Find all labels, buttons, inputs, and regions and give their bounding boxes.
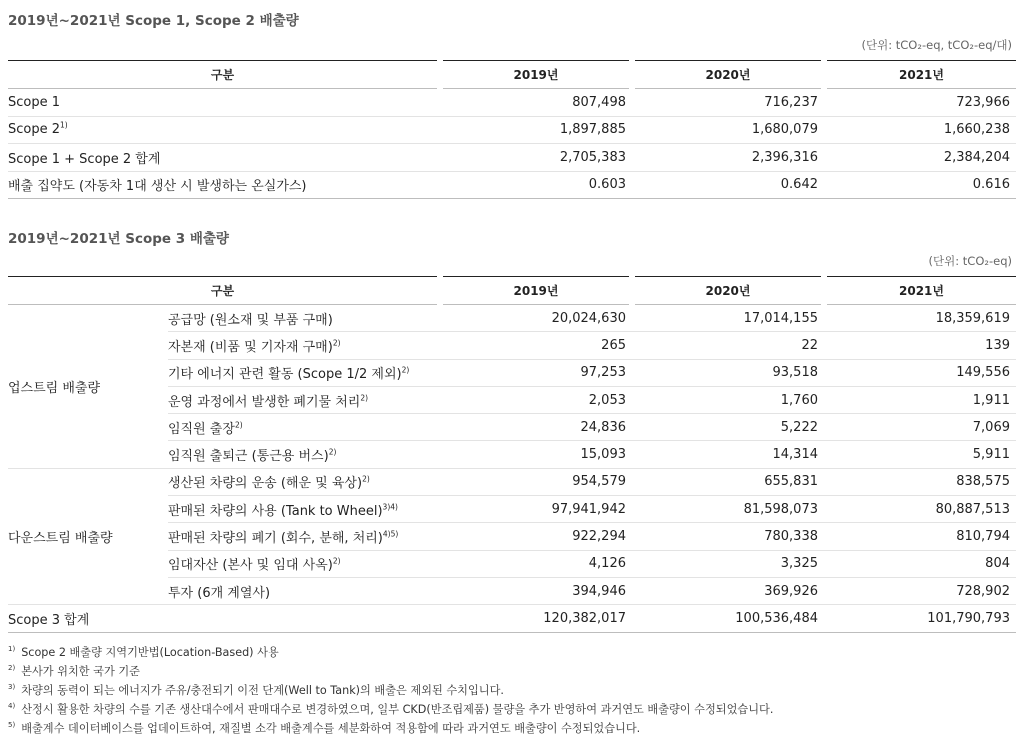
value-2019: 394,946 — [440, 577, 632, 604]
row-label: 배출 집약도 (자동차 1대 생산 시 발생하는 온실가스) — [8, 179, 307, 195]
value-2019: 954,579 — [440, 468, 632, 495]
header-category: 구분 — [8, 61, 440, 89]
value-2021: 1,911 — [824, 386, 1016, 413]
scope3-table — [8, 276, 1016, 633]
section2-title: 2019년~2021년 Scope 3 배출량 — [8, 231, 229, 247]
value-2019: 0.603 — [440, 171, 632, 199]
table-row — [8, 305, 1016, 332]
value-2020: 1,760 — [632, 386, 824, 413]
footnote — [8, 643, 773, 662]
value-2021: 810,794 — [824, 523, 1016, 550]
row-label: Scope 1 — [8, 94, 61, 110]
table-row — [8, 89, 1016, 117]
footnote-mark: 2) — [332, 556, 341, 566]
footnote-mark: 1) — [8, 645, 16, 654]
footnote-text: Scope 2 배출량 지역기반법(Location-Based) 사용 — [21, 646, 279, 659]
total-label: Scope 3 합계 — [8, 605, 440, 633]
value-2020: 0.642 — [632, 171, 824, 199]
value-2019: 97,941,942 — [440, 496, 632, 523]
section2-unit: (단위: tCO₂-eq) — [928, 254, 1012, 268]
header-2020: 2020년 — [632, 61, 824, 89]
value-2021: 1,660,238 — [824, 116, 1016, 144]
section1-unit: (단위: tCO₂-eq, tCO₂-eq/대) — [861, 38, 1012, 52]
value-2019: 2,053 — [440, 386, 632, 413]
value-2019: 15,093 — [440, 441, 632, 468]
value-2021: 2,384,204 — [824, 144, 1016, 172]
value-2021: 5,911 — [824, 441, 1016, 468]
scope12-table — [8, 60, 1016, 199]
table-header-row — [8, 61, 1016, 89]
total-2021: 101,790,793 — [824, 605, 1016, 633]
footnote-mark: 2) — [328, 447, 337, 457]
row-label: 공급망 (원소재 및 부품 구매) — [168, 312, 333, 328]
value-2020: 1,680,079 — [632, 116, 824, 144]
footnote-mark: 2) — [332, 338, 341, 348]
value-2020: 2,396,316 — [632, 144, 824, 172]
value-2019: 4,126 — [440, 550, 632, 577]
value-2020: 81,598,073 — [632, 496, 824, 523]
footnote-text: 산정시 활용한 차량의 수를 기존 생산대수에서 판매대수로 변경하였으며, 일부 CKD(반조립제품) 물량을 추가 반영하여 과거연도 배출량이 수정되었습니다. — [21, 703, 774, 716]
footnote-mark: 3)4) — [382, 502, 398, 512]
value-2021: 0.616 — [824, 171, 1016, 199]
footnote-text: 배출계수 데이터베이스를 업데이트하여, 재질별 소각 배출계수를 세분화하여 적용함에 따라 과거연도 배출량이 수정되었습니다. — [21, 722, 641, 735]
value-2019: 2,705,383 — [440, 144, 632, 172]
footnote-mark: 2) — [401, 365, 410, 375]
value-2021: 139 — [824, 332, 1016, 359]
value-2020: 14,314 — [632, 441, 824, 468]
row-label: 자본재 (비품 및 기자재 구매) — [168, 339, 333, 355]
value-2020: 5,222 — [632, 414, 824, 441]
footnote-mark: 4)5) — [382, 529, 399, 539]
row-label: 판매된 차량의 폐기 (회수, 분해, 처리) — [168, 531, 383, 547]
value-2020: 780,338 — [632, 523, 824, 550]
row-label: 임대자산 (본사 및 임대 사옥) — [168, 558, 333, 574]
value-2021: 7,069 — [824, 414, 1016, 441]
footnote-text: 본사가 위치한 국가 기준 — [21, 665, 140, 678]
row-label: 투자 (6개 계열사) — [168, 585, 271, 601]
value-2019: 20,024,630 — [440, 305, 632, 332]
value-2020: 17,014,155 — [632, 305, 824, 332]
group-label-downstream: 다운스트림 배출량 — [8, 468, 168, 604]
value-2020: 22 — [632, 332, 824, 359]
value-2020: 716,237 — [632, 89, 824, 117]
table-row — [8, 144, 1016, 172]
row-label: 기타 에너지 관련 활동 (Scope 1/2 제외) — [168, 367, 402, 383]
section1-title: 2019년~2021년 Scope 1, Scope 2 배출량 — [8, 13, 299, 29]
row-label: Scope 1 + Scope 2 합계 — [8, 151, 161, 167]
table-header-row — [8, 277, 1016, 305]
value-2020: 369,926 — [632, 577, 824, 604]
header-2019: 2019년 — [440, 61, 632, 89]
footnote-text: 차량의 동력이 되는 에너지가 주유/충전되기 이전 단계(Well to Tank)의 배출은 제외된 수치입니다. — [21, 684, 504, 697]
footnote — [8, 700, 773, 719]
row-label: 생산된 차량의 운송 (해운 및 육상) — [168, 476, 363, 492]
footnote-mark: 2) — [360, 393, 369, 403]
group-label-upstream: 업스트림 배출량 — [8, 305, 168, 469]
value-2021: 80,887,513 — [824, 496, 1016, 523]
value-2021: 149,556 — [824, 359, 1016, 386]
row-label: 판매된 차량의 사용 (Tank to Wheel) — [168, 503, 383, 519]
footnote-mark: 2) — [362, 475, 370, 485]
value-2021: 804 — [824, 550, 1016, 577]
footnote-mark: 4) — [8, 702, 16, 711]
footnote-mark: 1) — [60, 120, 68, 130]
table-row — [8, 468, 1016, 495]
table-row — [8, 171, 1016, 199]
footnote-mark: 5) — [8, 721, 16, 730]
row-label: Scope 2 — [8, 122, 61, 138]
value-2020: 655,831 — [632, 468, 824, 495]
row-label: 임직원 출장 — [168, 421, 235, 437]
value-2019: 1,897,885 — [440, 116, 632, 144]
value-2019: 922,294 — [440, 523, 632, 550]
value-2021: 18,359,619 — [824, 305, 1016, 332]
footnote-mark: 3) — [8, 683, 16, 692]
value-2019: 24,836 — [440, 414, 632, 441]
header-category: 구분 — [8, 277, 440, 305]
total-row — [8, 605, 1016, 633]
value-2019: 265 — [440, 332, 632, 359]
value-2020: 93,518 — [632, 359, 824, 386]
value-2021: 838,575 — [824, 468, 1016, 495]
row-label: 운영 과정에서 발생한 폐기물 처리 — [168, 394, 361, 410]
total-2020: 100,536,484 — [632, 605, 824, 633]
table-row — [8, 116, 1016, 144]
total-2019: 120,382,017 — [440, 605, 632, 633]
row-label: 임직원 출퇴근 (통근용 버스) — [168, 449, 329, 465]
value-2019: 97,253 — [440, 359, 632, 386]
value-2021: 723,966 — [824, 89, 1016, 117]
footnote — [8, 681, 773, 700]
header-2021: 2021년 — [824, 277, 1016, 305]
header-2020: 2020년 — [632, 277, 824, 305]
footnotes — [8, 643, 773, 738]
header-2019: 2019년 — [440, 277, 632, 305]
value-2020: 3,325 — [632, 550, 824, 577]
footnote-mark: 2) — [234, 420, 243, 430]
header-2021: 2021년 — [824, 61, 1016, 89]
footnote — [8, 662, 773, 681]
value-2021: 728,902 — [824, 577, 1016, 604]
value-2019: 807,498 — [440, 89, 632, 117]
footnote-mark: 2) — [8, 664, 16, 673]
footnote — [8, 719, 773, 738]
